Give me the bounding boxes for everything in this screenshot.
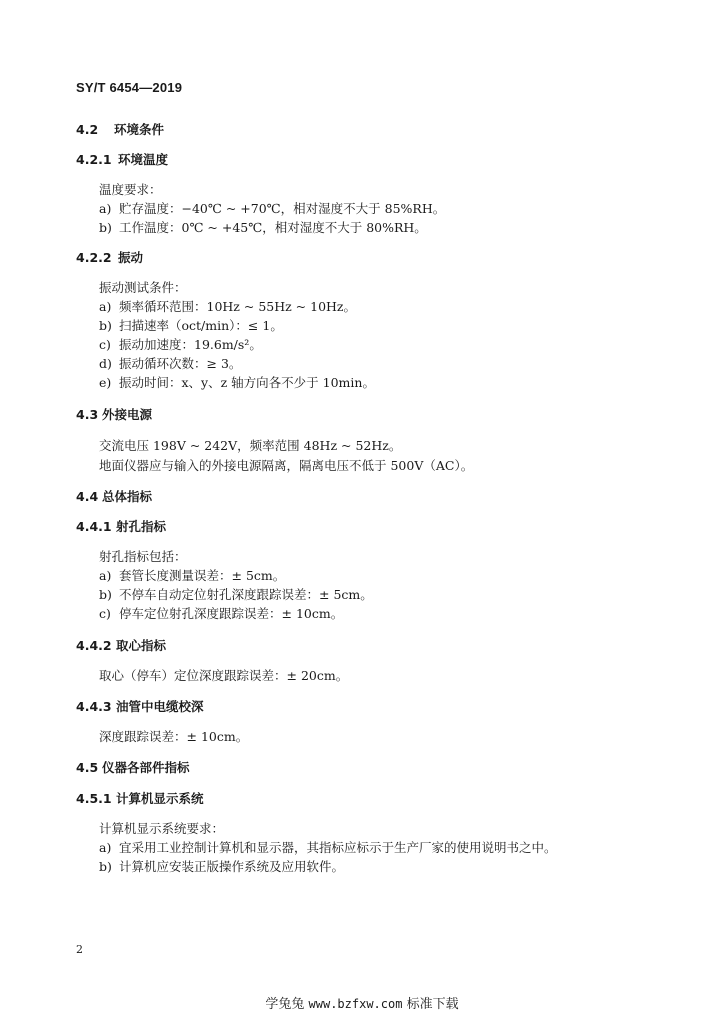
list-item [99, 316, 283, 334]
list-marker: a) [99, 299, 112, 314]
footer-url[interactable]: www.bzfxw.com [308, 997, 403, 1011]
list-item [99, 838, 557, 856]
list-marker: b) [99, 318, 112, 333]
section-number: 4.5.1 [76, 791, 112, 806]
page-number: 2 [76, 943, 83, 956]
section-number: 4.4.3 [76, 699, 112, 714]
footer-site-name: 学兔兔 [265, 997, 305, 1012]
site-footer [0, 993, 724, 1012]
list-marker: b) [99, 859, 112, 874]
paragraph: 地面仪器应与输入的外接电源隔离，隔离电压不低于 500V（AC）。 [99, 458, 474, 473]
paragraph: 取心（停车）定位深度跟踪误差：± 20cm。 [99, 668, 349, 683]
list-marker: d) [99, 356, 112, 371]
section-number: 4.3 [76, 407, 99, 422]
section-number: 4.4 [76, 489, 99, 504]
list-item-text: 频率循环范围：10Hz ~ 55Hz ~ 10Hz。 [119, 299, 357, 314]
footer-tagline: 标准下载 [406, 997, 459, 1012]
paragraph: 深度跟踪误差：± 10cm。 [99, 729, 249, 744]
section-title: 射孔指标 [116, 519, 167, 534]
paragraph: 温度要求： [99, 182, 162, 197]
list-item [99, 354, 241, 372]
list-item-text: 振动加速度：19.6m/s²。 [119, 337, 262, 352]
section-heading-4-2 [76, 120, 164, 138]
section-title: 环境温度 [118, 152, 169, 167]
list-item [99, 585, 373, 603]
list-item [99, 297, 356, 315]
section-title: 计算机显示系统 [116, 791, 204, 806]
list-item [99, 373, 375, 391]
section-heading-4-4-1 [76, 517, 166, 535]
paragraph: 交流电压 198V ~ 242V，频率范围 48Hz ~ 52Hz。 [99, 438, 402, 453]
list-item-text: 套管长度测量误差：± 5cm。 [119, 568, 286, 583]
list-item-text: 工作温度：0℃ ~ +45℃，相对湿度不大于 80%RH。 [119, 220, 427, 235]
section-title: 振动 [118, 250, 144, 265]
list-marker: a) [99, 840, 112, 855]
list-item-text: 振动时间：x、y、z 轴方向各不少于 10min。 [119, 375, 375, 390]
list-item-text: 贮存温度：−40℃ ~ +70℃，相对湿度不大于 85%RH。 [119, 201, 446, 216]
list-item-text: 停车定位射孔深度跟踪误差：± 10cm。 [119, 606, 344, 621]
section-number: 4.2 [76, 122, 99, 137]
list-item [99, 857, 344, 875]
paragraph: 射孔指标包括： [99, 549, 187, 564]
list-marker: c) [99, 337, 111, 352]
section-heading-4-2-1 [76, 150, 168, 168]
section-number: 4.4.1 [76, 519, 112, 534]
list-item-text: 宜采用工业控制计算机和显示器，其指标应标示于生产厂家的使用说明书之中。 [119, 840, 557, 855]
list-marker: b) [99, 587, 112, 602]
section-title: 外接电源 [102, 407, 153, 422]
list-marker: c) [99, 606, 111, 621]
section-number: 4.5 [76, 760, 99, 775]
section-heading-4-3 [76, 405, 152, 423]
section-heading-4-5 [76, 758, 190, 776]
section-number: 4.2.1 [76, 152, 112, 167]
paragraph: 振动测试条件： [99, 280, 187, 295]
section-heading-4-2-2 [76, 248, 143, 266]
section-title: 取心指标 [116, 638, 167, 653]
list-item-text: 计算机应安装正版操作系统及应用软件。 [119, 859, 345, 874]
paragraph: 计算机显示系统要求： [99, 821, 225, 836]
list-item [99, 566, 285, 584]
section-heading-4-4-2 [76, 636, 166, 654]
list-marker: a) [99, 201, 112, 216]
list-item [99, 218, 427, 236]
list-item [99, 335, 262, 353]
section-number: 4.4.2 [76, 638, 112, 653]
list-marker: a) [99, 568, 112, 583]
list-marker: b) [99, 220, 112, 235]
section-title: 环境条件 [114, 122, 165, 137]
section-title: 总体指标 [102, 489, 153, 504]
section-heading-4-5-1 [76, 789, 204, 807]
list-item [99, 604, 343, 622]
document-code: SY/T 6454—2019 [76, 80, 183, 95]
list-item-text: 振动循环次数：≥ 3。 [119, 356, 242, 371]
list-item-text: 扫描速率（oct/min）：≤ 1。 [119, 318, 283, 333]
list-marker: e) [99, 375, 112, 390]
section-number: 4.2.2 [76, 250, 112, 265]
list-item-text: 不停车自动定位射孔深度跟踪误差：± 5cm。 [119, 587, 373, 602]
section-title: 仪器各部件指标 [102, 760, 190, 775]
section-heading-4-4-3 [76, 697, 204, 715]
section-title: 油管中电缆校深 [116, 699, 204, 714]
list-item [99, 199, 445, 217]
section-heading-4-4 [76, 487, 152, 505]
